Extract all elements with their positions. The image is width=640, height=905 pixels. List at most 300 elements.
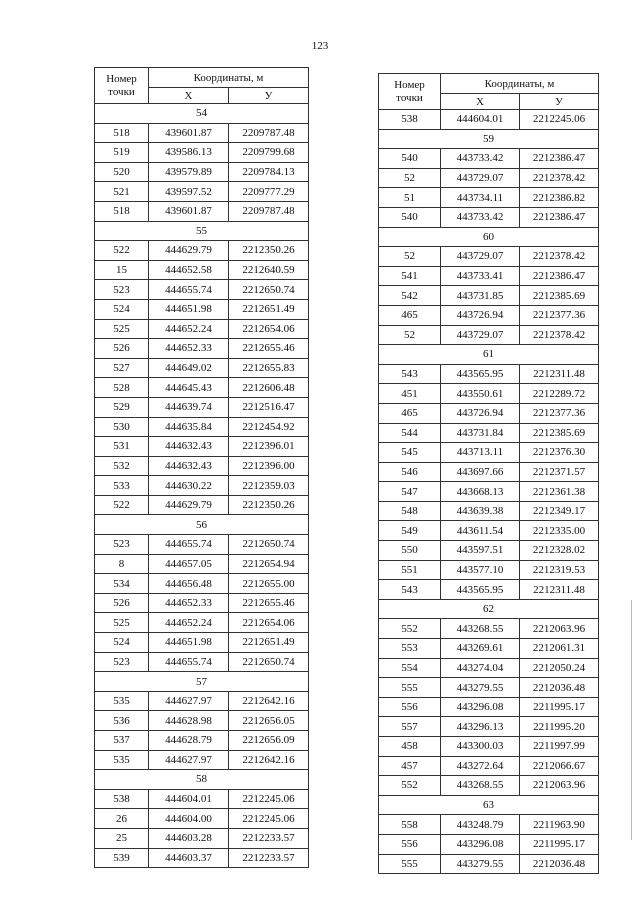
x-coordinate-cell: 444645.43 — [149, 378, 229, 398]
section-row — [379, 345, 599, 365]
table-row — [95, 456, 309, 476]
y-coordinate-cell: 2212516.47 — [229, 397, 309, 417]
x-coordinate-cell: 443577.10 — [441, 560, 520, 580]
x-coordinate-cell: 444655.74 — [149, 280, 229, 300]
y-coordinate-cell: 2211995.20 — [520, 717, 599, 737]
page-number: 123 — [311, 40, 329, 52]
point-number-header: Номер точки — [379, 74, 441, 110]
x-coordinate-cell: 444604.00 — [149, 809, 229, 829]
section-row — [95, 515, 309, 535]
point-number-cell: 555 — [379, 854, 441, 874]
section-number: 60 — [379, 227, 599, 247]
x-coordinate-cell: 443734.11 — [441, 188, 520, 208]
point-number-cell: 26 — [95, 809, 149, 829]
x-coordinate-cell: 439601.87 — [149, 201, 229, 221]
y-coordinate-cell: 2212606.48 — [229, 378, 309, 398]
y-coordinate-cell: 2212654.06 — [229, 613, 309, 633]
x-coordinate-cell: 439597.52 — [149, 182, 229, 202]
y-coordinate-cell: 2212349.17 — [520, 501, 599, 521]
point-number-cell: 545 — [379, 443, 441, 463]
coordinates-table-left — [94, 67, 309, 868]
x-coordinate-cell: 443733.41 — [441, 266, 520, 286]
table-row — [95, 731, 309, 751]
table-row — [379, 580, 599, 600]
y-coordinate-cell: 2212361.38 — [520, 482, 599, 502]
point-number-cell: 525 — [95, 319, 149, 339]
table-row — [379, 364, 599, 384]
y-coordinate-cell: 2212454.92 — [229, 417, 309, 437]
x-coordinate-cell: 443668.13 — [441, 482, 520, 502]
x-coordinate-cell: 443565.95 — [441, 580, 520, 600]
x-coordinate-cell: 443279.55 — [441, 678, 520, 698]
point-number-cell: 525 — [95, 613, 149, 633]
x-coordinate-cell: 443697.66 — [441, 462, 520, 482]
y-coordinate-cell: 2212378.42 — [520, 247, 599, 267]
y-coordinate-cell: 2212350.26 — [229, 495, 309, 515]
y-coordinate-cell: 2211995.17 — [520, 697, 599, 717]
table-body — [379, 110, 599, 874]
section-row — [379, 795, 599, 815]
table-row — [379, 325, 599, 345]
point-number-cell: 52 — [379, 168, 441, 188]
table-row — [379, 521, 599, 541]
y-coordinate-cell: 2212311.48 — [520, 580, 599, 600]
table-row — [95, 143, 309, 163]
point-number-cell: 526 — [95, 593, 149, 613]
table-row — [379, 188, 599, 208]
y-coordinate-cell: 2212066.67 — [520, 756, 599, 776]
table-row — [379, 776, 599, 796]
y-coordinate-cell: 2212651.49 — [229, 299, 309, 319]
x-coordinate-cell: 444635.84 — [149, 417, 229, 437]
point-number-cell: 522 — [95, 495, 149, 515]
table-row — [379, 443, 599, 463]
point-number-cell: 550 — [379, 541, 441, 561]
coordinates-header: Координаты, м — [441, 74, 599, 94]
y-coordinate-cell: 2209799.68 — [229, 143, 309, 163]
table-row — [95, 789, 309, 809]
coordinates-table-right — [378, 73, 599, 874]
x-coordinate-cell: 444604.01 — [441, 110, 520, 130]
point-number-cell: 518 — [95, 201, 149, 221]
table-row — [379, 403, 599, 423]
point-number-cell: 524 — [95, 633, 149, 653]
point-number-cell: 524 — [95, 299, 149, 319]
table-row — [379, 815, 599, 835]
point-number-cell: 541 — [379, 266, 441, 286]
table-row — [379, 110, 599, 130]
x-coordinate-cell: 444652.58 — [149, 260, 229, 280]
table-row — [379, 678, 599, 698]
x-coordinate-cell: 443279.55 — [441, 854, 520, 874]
x-coordinate-cell: 444628.98 — [149, 711, 229, 731]
point-number-cell: 543 — [379, 580, 441, 600]
x-coordinate-cell: 443733.42 — [441, 207, 520, 227]
x-coordinate-cell: 444656.48 — [149, 574, 229, 594]
table-row — [95, 593, 309, 613]
table-row — [95, 339, 309, 359]
y-coordinate-cell: 2212396.01 — [229, 437, 309, 457]
point-number-cell: 458 — [379, 737, 441, 757]
x-coordinate-cell: 443550.61 — [441, 384, 520, 404]
point-number-cell: 553 — [379, 639, 441, 659]
table-row — [379, 854, 599, 874]
table-row — [379, 482, 599, 502]
point-number-cell: 530 — [95, 417, 149, 437]
section-number: 61 — [379, 345, 599, 365]
x-coordinate-cell: 444652.24 — [149, 613, 229, 633]
y-coordinate-cell: 2212063.96 — [520, 776, 599, 796]
y-coordinate-cell: 2212651.49 — [229, 633, 309, 653]
y-coordinate-cell: 2211995.17 — [520, 834, 599, 854]
point-number-cell: 542 — [379, 286, 441, 306]
x-coordinate-cell: 444604.01 — [149, 789, 229, 809]
table-row — [95, 809, 309, 829]
x-coordinate-cell: 444632.43 — [149, 437, 229, 457]
point-number-cell: 544 — [379, 423, 441, 443]
x-coordinate-cell: 443296.13 — [441, 717, 520, 737]
x-coordinate-cell: 443565.95 — [441, 364, 520, 384]
point-number-cell: 556 — [379, 834, 441, 854]
x-coordinate-cell: 444652.33 — [149, 593, 229, 613]
y-coordinate-cell: 2212233.57 — [229, 828, 309, 848]
y-coordinate-cell: 2212245.06 — [229, 789, 309, 809]
point-number-cell: 51 — [379, 188, 441, 208]
table-row — [379, 501, 599, 521]
y-coordinate-cell: 2212350.26 — [229, 241, 309, 261]
table-row — [95, 828, 309, 848]
x-coordinate-cell: 443729.07 — [441, 247, 520, 267]
point-number-cell: 526 — [95, 339, 149, 359]
table-row — [95, 652, 309, 672]
point-number-cell: 554 — [379, 658, 441, 678]
point-number-header: Номер точки — [95, 68, 149, 104]
table-row — [95, 437, 309, 457]
y-coordinate-cell: 2212233.57 — [229, 848, 309, 868]
x-column-header: X — [149, 88, 229, 104]
table-row — [379, 384, 599, 404]
y-coordinate-cell: 2212386.47 — [520, 207, 599, 227]
y-coordinate-cell: 2212319.53 — [520, 560, 599, 580]
point-number-cell: 556 — [379, 697, 441, 717]
y-coordinate-cell: 2209784.13 — [229, 162, 309, 182]
y-coordinate-cell: 2212289.72 — [520, 384, 599, 404]
x-coordinate-cell: 444629.79 — [149, 241, 229, 261]
x-coordinate-cell: 444655.74 — [149, 652, 229, 672]
table-row — [95, 397, 309, 417]
scan-edge-mark — [631, 600, 632, 840]
x-coordinate-cell: 443611.54 — [441, 521, 520, 541]
section-row — [95, 221, 309, 241]
y-coordinate-cell: 2212656.09 — [229, 731, 309, 751]
table-row — [95, 162, 309, 182]
y-coordinate-cell: 2211997.99 — [520, 737, 599, 757]
table-row — [379, 247, 599, 267]
x-coordinate-cell: 444627.97 — [149, 750, 229, 770]
x-coordinate-cell: 443731.84 — [441, 423, 520, 443]
point-number-cell: 451 — [379, 384, 441, 404]
point-number-cell: 465 — [379, 305, 441, 325]
table-row — [95, 691, 309, 711]
table-row — [95, 495, 309, 515]
section-row — [95, 770, 309, 790]
x-coordinate-cell: 444657.05 — [149, 554, 229, 574]
point-number-cell: 25 — [95, 828, 149, 848]
point-number-cell: 521 — [95, 182, 149, 202]
point-number-cell: 557 — [379, 717, 441, 737]
point-number-cell: 532 — [95, 456, 149, 476]
y-coordinate-cell: 2212328.02 — [520, 541, 599, 561]
y-coordinate-cell: 2212311.48 — [520, 364, 599, 384]
table-row — [379, 286, 599, 306]
y-coordinate-cell: 2212371.57 — [520, 462, 599, 482]
point-number-cell: 8 — [95, 554, 149, 574]
table-row — [95, 848, 309, 868]
section-row — [379, 599, 599, 619]
table-row — [379, 423, 599, 443]
table-row — [95, 358, 309, 378]
table-row — [95, 201, 309, 221]
x-coordinate-cell: 443296.08 — [441, 697, 520, 717]
point-number-cell: 535 — [95, 691, 149, 711]
x-coordinate-cell: 444655.74 — [149, 535, 229, 555]
y-coordinate-cell: 2212640.59 — [229, 260, 309, 280]
x-coordinate-cell: 443268.55 — [441, 619, 520, 639]
y-coordinate-cell: 2212642.16 — [229, 691, 309, 711]
y-coordinate-cell: 2212650.74 — [229, 652, 309, 672]
y-coordinate-cell: 2212378.42 — [520, 168, 599, 188]
table-row — [95, 123, 309, 143]
y-coordinate-cell: 2212396.00 — [229, 456, 309, 476]
y-coordinate-cell: 2212386.47 — [520, 149, 599, 169]
x-coordinate-cell: 443272.64 — [441, 756, 520, 776]
x-coordinate-cell: 443733.42 — [441, 149, 520, 169]
table-row — [95, 613, 309, 633]
table-row — [95, 182, 309, 202]
section-row — [95, 672, 309, 692]
x-coordinate-cell: 444628.79 — [149, 731, 229, 751]
section-number: 62 — [379, 599, 599, 619]
table-row — [379, 541, 599, 561]
table-row — [95, 476, 309, 496]
y-column-header: У — [229, 88, 309, 104]
point-number-cell: 523 — [95, 652, 149, 672]
x-coordinate-cell: 444629.79 — [149, 495, 229, 515]
x-coordinate-cell: 444649.02 — [149, 358, 229, 378]
y-coordinate-cell: 2212386.82 — [520, 188, 599, 208]
point-number-cell: 533 — [95, 476, 149, 496]
x-coordinate-cell: 443729.07 — [441, 168, 520, 188]
point-number-cell: 540 — [379, 149, 441, 169]
x-coordinate-cell: 443713.11 — [441, 443, 520, 463]
table-row — [379, 756, 599, 776]
section-number: 58 — [95, 770, 309, 790]
point-number-cell: 540 — [379, 207, 441, 227]
table-row — [95, 241, 309, 261]
table-row — [95, 535, 309, 555]
section-number: 57 — [95, 672, 309, 692]
table-row — [95, 574, 309, 594]
y-coordinate-cell: 2212654.06 — [229, 319, 309, 339]
y-coordinate-cell: 2212061.31 — [520, 639, 599, 659]
section-number: 63 — [379, 795, 599, 815]
point-number-cell: 52 — [379, 247, 441, 267]
y-coordinate-cell: 2212650.74 — [229, 280, 309, 300]
y-coordinate-cell: 2209787.48 — [229, 201, 309, 221]
coordinates-header: Координаты, м — [149, 68, 309, 88]
x-coordinate-cell: 439579.89 — [149, 162, 229, 182]
y-coordinate-cell: 2212245.06 — [520, 110, 599, 130]
table-body — [95, 104, 309, 868]
table-row — [379, 560, 599, 580]
x-coordinate-cell: 444651.98 — [149, 633, 229, 653]
table-row — [379, 149, 599, 169]
x-coordinate-cell: 443639.38 — [441, 501, 520, 521]
x-coordinate-cell: 444632.43 — [149, 456, 229, 476]
x-coordinate-cell: 443726.94 — [441, 305, 520, 325]
table-row — [379, 639, 599, 659]
table-row — [95, 750, 309, 770]
y-coordinate-cell: 2212655.83 — [229, 358, 309, 378]
table-row — [95, 633, 309, 653]
point-number-cell: 547 — [379, 482, 441, 502]
table-row — [379, 207, 599, 227]
table-row — [95, 260, 309, 280]
point-number-cell: 539 — [95, 848, 149, 868]
y-coordinate-cell: 2212656.05 — [229, 711, 309, 731]
y-coordinate-cell: 2212386.47 — [520, 266, 599, 286]
table-row — [379, 717, 599, 737]
point-number-cell: 522 — [95, 241, 149, 261]
x-coordinate-cell: 444652.33 — [149, 339, 229, 359]
point-number-cell: 528 — [95, 378, 149, 398]
section-number: 56 — [95, 515, 309, 535]
point-number-cell: 527 — [95, 358, 149, 378]
table-row — [95, 280, 309, 300]
table-row — [95, 299, 309, 319]
y-coordinate-cell: 2212642.16 — [229, 750, 309, 770]
point-number-cell: 558 — [379, 815, 441, 835]
point-number-cell: 519 — [95, 143, 149, 163]
point-number-cell: 552 — [379, 776, 441, 796]
x-column-header: X — [441, 94, 520, 110]
x-coordinate-cell: 444627.97 — [149, 691, 229, 711]
section-number: 55 — [95, 221, 309, 241]
table-row — [95, 554, 309, 574]
y-coordinate-cell: 2212385.69 — [520, 423, 599, 443]
table-row — [379, 462, 599, 482]
x-coordinate-cell: 443300.03 — [441, 737, 520, 757]
section-number: 59 — [379, 129, 599, 149]
y-coordinate-cell: 2212650.74 — [229, 535, 309, 555]
table-row — [95, 711, 309, 731]
x-coordinate-cell: 439601.87 — [149, 123, 229, 143]
y-coordinate-cell: 2212335.00 — [520, 521, 599, 541]
x-coordinate-cell: 443296.08 — [441, 834, 520, 854]
y-coordinate-cell: 2212377.36 — [520, 403, 599, 423]
point-number-cell: 465 — [379, 403, 441, 423]
table-row — [379, 697, 599, 717]
point-number-cell: 538 — [379, 110, 441, 130]
x-coordinate-cell: 443731.85 — [441, 286, 520, 306]
table-row — [379, 168, 599, 188]
table-row — [379, 619, 599, 639]
point-number-cell: 523 — [95, 280, 149, 300]
point-number-cell: 536 — [95, 711, 149, 731]
table-row — [95, 378, 309, 398]
point-number-cell: 535 — [95, 750, 149, 770]
point-number-cell: 537 — [95, 731, 149, 751]
y-coordinate-cell: 2212376.30 — [520, 443, 599, 463]
point-number-cell: 538 — [95, 789, 149, 809]
y-coordinate-cell: 2209777.29 — [229, 182, 309, 202]
y-coordinate-cell: 2209787.48 — [229, 123, 309, 143]
table-row — [379, 834, 599, 854]
y-coordinate-cell: 2212654.94 — [229, 554, 309, 574]
point-number-cell: 15 — [95, 260, 149, 280]
y-coordinate-cell: 2212050.24 — [520, 658, 599, 678]
y-coordinate-cell: 2212385.69 — [520, 286, 599, 306]
y-coordinate-cell: 2212036.48 — [520, 678, 599, 698]
table-row — [379, 305, 599, 325]
point-number-cell: 546 — [379, 462, 441, 482]
point-number-cell: 548 — [379, 501, 441, 521]
table-row — [95, 417, 309, 437]
point-number-cell: 529 — [95, 397, 149, 417]
table-row — [95, 319, 309, 339]
x-coordinate-cell: 444603.37 — [149, 848, 229, 868]
table-row — [379, 658, 599, 678]
y-coordinate-cell: 2212245.06 — [229, 809, 309, 829]
point-number-cell: 520 — [95, 162, 149, 182]
point-number-cell: 552 — [379, 619, 441, 639]
x-coordinate-cell: 443597.51 — [441, 541, 520, 561]
x-coordinate-cell: 443726.94 — [441, 403, 520, 423]
point-number-cell: 52 — [379, 325, 441, 345]
y-coordinate-cell: 2212655.00 — [229, 574, 309, 594]
x-coordinate-cell: 443729.07 — [441, 325, 520, 345]
y-column-header: У — [520, 94, 599, 110]
point-number-cell: 543 — [379, 364, 441, 384]
x-coordinate-cell: 444639.74 — [149, 397, 229, 417]
table-row — [379, 737, 599, 757]
x-coordinate-cell: 444603.28 — [149, 828, 229, 848]
x-coordinate-cell: 443269.61 — [441, 639, 520, 659]
x-coordinate-cell: 443268.55 — [441, 776, 520, 796]
table-row — [379, 266, 599, 286]
y-coordinate-cell: 2212655.46 — [229, 339, 309, 359]
point-number-cell: 518 — [95, 123, 149, 143]
section-row — [379, 129, 599, 149]
y-coordinate-cell: 2212378.42 — [520, 325, 599, 345]
y-coordinate-cell: 2211963.90 — [520, 815, 599, 835]
point-number-cell: 551 — [379, 560, 441, 580]
point-number-cell: 534 — [95, 574, 149, 594]
y-coordinate-cell: 2212655.46 — [229, 593, 309, 613]
point-number-cell: 523 — [95, 535, 149, 555]
point-number-cell: 555 — [379, 678, 441, 698]
point-number-cell: 457 — [379, 756, 441, 776]
x-coordinate-cell: 444630.22 — [149, 476, 229, 496]
y-coordinate-cell: 2212036.48 — [520, 854, 599, 874]
section-row — [379, 227, 599, 247]
x-coordinate-cell: 443248.79 — [441, 815, 520, 835]
point-number-cell: 531 — [95, 437, 149, 457]
section-row — [95, 104, 309, 124]
y-coordinate-cell: 2212359.03 — [229, 476, 309, 496]
x-coordinate-cell: 439586.13 — [149, 143, 229, 163]
y-coordinate-cell: 2212377.36 — [520, 305, 599, 325]
